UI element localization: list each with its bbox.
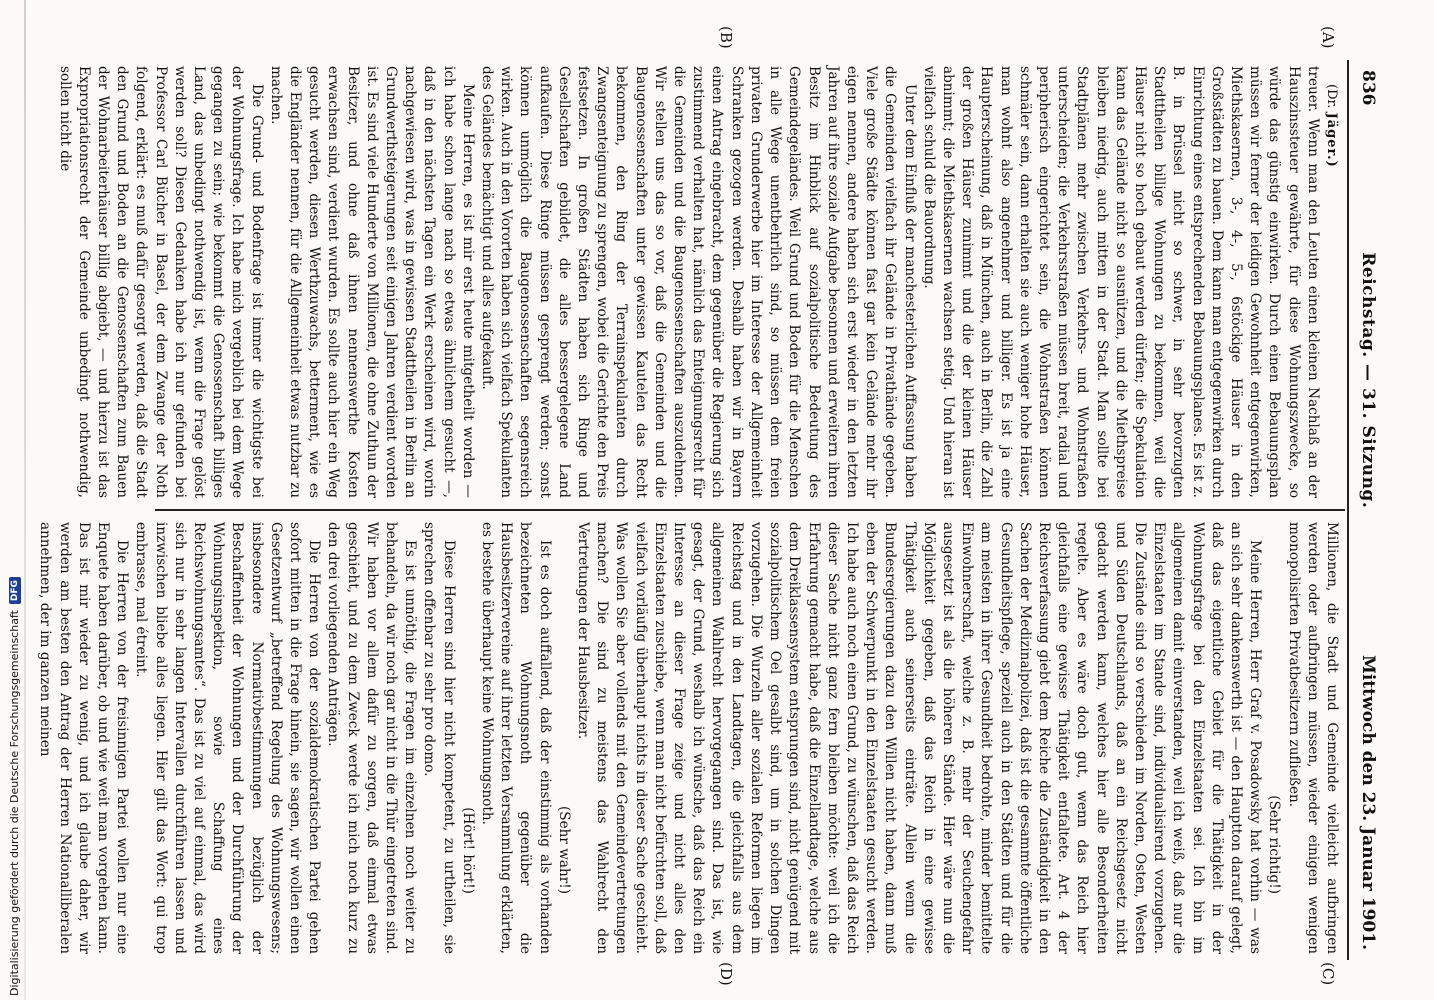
paragraph: Millionen, die Stadt und Gemeinde vielleicht aufbringen werden oder aufbringen müssen, wieder einigen wenigen monopolisirten Privatbesitzern zufließen. [1285, 522, 1340, 954]
running-head [1351, 70, 1385, 950]
left-column [56, 66, 1341, 498]
margin-letter-d: (D) [717, 962, 735, 986]
credit-text: Digitalisierung gefördert durch die Deutsche Forschungsgemeinschaft [8, 610, 21, 996]
newspaper-sheet [37, 26, 1385, 986]
paragraph: Diese Herren sind hier nicht kompetent, zu urtheilen, sie sprechen offenbar zu sehr pro domo. [421, 522, 457, 954]
paragraph: Es ist unnöthig, die Fragen im einzelnen noch weiter zu behandeln, da wir noch gar nicht in die Thür eingetreten sind. Wir haben vor allem dafür zu sorgen, daß einmal etwas geschieht, und zu dem Zweck werde ich mich noch kurz zu den drei vorliegenden Anträgen. [325, 522, 419, 954]
paragraph: Die Grund- und Bodenfrage ist immer die wichtigste bei der Wohnungsfrage. Ich habe mich vergeblich bei dem Wege gegangen zu sein; wie bekommt die Genossenschaft billiges Land, das unbedingt nothwendig ist, wenn die Frage gelöst werden soll? Diesen Gedanken habe ich nur gefunden bei Professor Carl Bücher in Basel, der dem Zwange der Noth folgend, erklärt: es muß dafür gesorgt werden, daß die Stadt den Grund und Boden an die Genossenschaften zum Bauen der Wohnarbeiterhäuser billig abgiebt, — und hierzu ist das Expropriationsrecht der Gemeinde unbedingt nothwendig, sollen nicht die [56, 66, 265, 498]
paragraph: Die Herren von der sozialdemokratischen Partei gehen sofort mitten in die Frage hinein, sie sagen, wir wollen einen Gesetzentwurf „betreffend Regelung des Wohnungswesens; insbesondere Normativbestimmungen bezüglich der Beschaffenheit der Wohnungen und der Durchführung der Wohnungsinspektion, sowie Schaffung eines Reichswohnungsamtes“. Das ist zu viel auf einmal, das wird sich nur in sehr langen Intervallen durchführen lassen und inzwischen bliebe alles liegen. Hier gilt das Wort: qui trop embrasse, mal étreint. [133, 522, 323, 954]
margin-letter-b: (B) [717, 26, 735, 49]
right-column [37, 522, 1341, 954]
speaker-title: (Dr. [1324, 84, 1339, 109]
digitization-credit [8, 16, 21, 996]
margin-letter-c: (C) [1319, 962, 1337, 986]
paragraph: Unter dem Einfluß der manchesterlichen Auffassung haben die Gemeinden vielfach ihr Gelände in Privathände gegeben. Viele große Städte können fast gar kein Gelände mehr ihr eigen nennen, andere haben sich erst wieder in den letzten Jahren auf ihre soziale Aufgabe besonnen und erweitern ihren Besitz im Hinblick auf sozialpolitische Bedeutung des Gemeindegeländes. Weil Grund und Boden für die Menschen in alle Wege unentbehrlich sind, so müssen dem freien privaten Grunderwerbe hier im Interesse der Allgemeinheit Schranken gezogen werden. Deshalb haben wir in Bayern einen Antrag eingebracht, dem gegenüber die Regierung sich zustimmend verhalten hat, nämlich das Enteignungsrecht für die Gemeinden und die Baugenossenschaften auszudehnen. Wir stellen uns das so vor, daß die Gemeinden und die Baugenossenschaften unter gewissen Kautelen das Recht bekommen, den Ring der Terrainspekulanten durch Zwangsenteignung zu sprengen, wobei die Gerichte den Preis festsetzen. In großen Städten haben sich Ringe und Gesellschaften gebildet, die alles bessergelegene Land aufkaufen. Diese Ringe müssen gesprengt werden; sonst können unmöglich die Baugenossenschaften segensreich wirken. Auch in den Vororten haben sich vielfach Spekulanten des Geländes bemächtigt und alles aufgekauft. [479, 66, 918, 498]
interjection: (Sehr wahr!) [555, 806, 572, 894]
session-date: Mittwoch den 23. Januar 1901. [1358, 655, 1378, 950]
paragraph: Ist es doch auffallend, daß der einstimmig als vorhanden bezeichneten Wohnungsnoth gegenüber die Hausbesitzervereine auf ihrer letzten Versammlung erklärten, es bestehe überhaupt keine Wohnungsnoth. [479, 522, 553, 954]
paragraph: Meine Herren, Herr Graf v. Posadowsky hat vorhin — was an sich sehr dankenswerth ist — den Hauptton darauf gelegt, daß das eigentliche Gebiet für die Thätigkeit in der Wohnungsfrage bei den Einzelstaaten sei. Ich bin im allgemeinen damit einverstanden, weil ich weiß, daß nur die Einzelstaaten im Stande sind, individualisirend vorzugehen. Die Zustände sind so verschieden im Norden, Osten, Westen und Süden Deutschlands, daß an ein Reichsgesetz nicht gedacht werden kann, welches hier alle Besonderheiten regelte. Aber es wäre doch gut, wenn das Reich hier gleichfalls eine gewisse Thätigkeit entfaltete. Art. 4 der Reichsverfassung giebt dem Reiche die Zuständigkeit in den Sachen der Medizinalpolizei, daß ist die gesammte öffentliche Gesundheitspflege, speziell auch in den Städten und für die am meisten in ihrer Gesundheit bedrohte, minder bemittelte Einwohnerschaft, welche z. B. mehr der Seuchengefahr ausgesetzt ist als die höheren Stände. Hier wäre nun die Möglichkeit gegeben, daß das Reich in eine gewisse Thätigkeit auch seinerseits einträte. Allein wenn die Bundesregierungen dazu den Willen nicht haben, dann muß eben der Schwerpunkt in den Einzelstaaten gesucht werden. Ich habe auch noch einen Grund, zu wünschen, daß das Reich dieser Sache nicht ganz fern bleiben möchte: weil ich die Erfahrung gemacht habe, daß die Einzellandtage, welche aus dem Dreiklassensystem entsprungen sind, nicht genügend mit sozialpolitischem Oel gesalbt sind, um in solchen Dingen vorzugehen. Die Wurzeln aller sozialen Reformen liegen im Reichstag und in den Landtagen, die gleichfalls aus dem allgemeinen Wahlrecht hervorgegangen sind. Das ist, wie gesagt, der Grund, weshalb ich wünsche, daß das Reich ein Interesse an dieser Frage zeige und nicht alles den Einzelstaaten zuschiebe, wenn man nicht befürchten soll, daß vielfach vorläufig überhaupt nichts in dieser Sache geschieht. Was wollen Sie aber vollends mit den Gemeindevertretungen machen? Die sind zu meistens das Wahlrecht den Vertretungen der Hausbesitzer. [575, 522, 1264, 954]
paragraph: Die Herren von der freisinnigen Partei wollen nur eine Enquete haben darüber, ob und wie weit man vorgehen kann. Das ist mir wieder zu wenig, und ich glaube daher, wir werden am besten den Antrag der Herren Nationalliberalen annehmen, der im ganzen meinen [37, 522, 131, 954]
paragraph: Meine Herren, es ist mir erst heute mitgetheilt worden — ich habe schon lange nach so etwas ähnlichem gesucht —, daß in den nächsten Tagen ein Werk erscheinen wird, worin nachgewiesen wird, was in gewissen Stadttheilen in Berlin an Grundwerthsteigerungen seit einigen Jahren verdient worden ist. Es sind viele Hunderte von Millionen, die ohne Zuthun der Besitzer, und ohne daß ihnen nennenswerthe Kosten erwachsen sind, verdient wurden. Es sollte auch hier ein Weg gesucht werden, diesen Werthzuwachs, betterment, wie es die Engländer nennen, für die Allgemeinheit etwas nutzbar zu machen. [267, 66, 476, 498]
interjection: (Hört! hört!) [459, 807, 476, 894]
page-edge-shadow [24, 0, 26, 1000]
paragraph: treuer. Wenn man den Leuten einen kleinen Nachlaß an der Hauszinssteuer gewährte, für diese Wohnungszwecke, so würde das günstig einwirken. Durch einen Bebauungsplan müssen wir ferner der leidigen Gewohnheit entgegenwirken, Miethskasernen, 3-, 4-, 5-, 6stöckige Häuser in den Großstädten zu bauen. Dem kann man entgegenwirken durch Einrichtung eines entsprechenden Bebauungsplanes. Es ist z. B. in Brüssel nicht so schwer, in sehr bevorzugten Stadttheilen billige Wohnungen zu bekommen, weil die Häuser nicht so hoch gebaut werden dürfen; die Spekulation kann das Gelände nicht so ausnützen, und die Miethspreise bleiben niedrig, auch mitten in der Stadt. Man sollte bei Stadtplänen mehr zwischen Verkehrs- und Wohnstraßen unterscheiden; die Verkehrsstraßen müssen breit, radial und peripherisch eingerichtet sein, die Wohnstraßen können schmäler sein, dann erhalten sie auch weniger hohe Häuser, man wohnt also angenehmer und billiger. Es ist ja eine Haupterscheinung, daß in München, auch in Berlin, die Zahl der großen Häuser zunimmt und die der kleinen Häuser abnimmt; die Miethskasernen wachsen stetig. Und hieran ist vielfach schuld die Bauordnung. [920, 66, 1321, 498]
session-title: Reichstag. — 31. Sitzung. [1358, 252, 1378, 509]
page-number: 836 [1358, 70, 1378, 106]
header-rule [1347, 60, 1349, 960]
column-divider [155, 509, 1345, 511]
dfg-logo: DFG [9, 577, 21, 604]
margin-letter-a: (A) [1319, 26, 1337, 49]
interjection: (Sehr richtig!) [1266, 795, 1283, 894]
speaker-name: Jäger.) [1324, 112, 1339, 168]
speaker-line [1322, 66, 1341, 498]
